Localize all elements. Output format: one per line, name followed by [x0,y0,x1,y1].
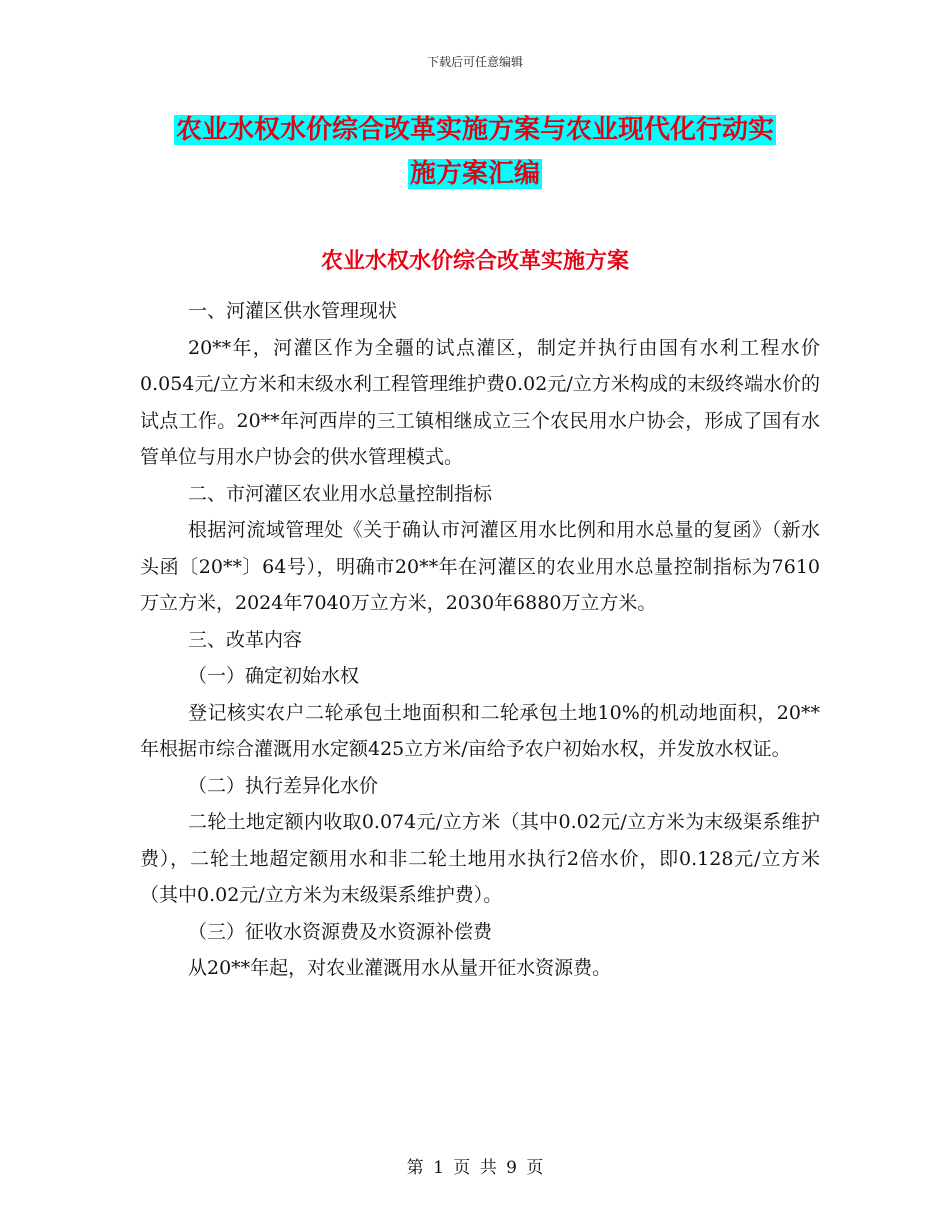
document-title-line-2 [0,156,950,192]
title-highlight-2: 施方案汇编 [409,159,540,189]
subheading-initial-rights: （一）确定初始水权 [188,665,360,687]
subheading-resource-fees: （三）征收水资源费及水资源补偿费 [188,920,493,943]
paragraph-water-quota: 根据河流域管理处《关于确认市河灌区用水比例和用水总量的复函》（新水头函〔20**〕64号），明确市20**年在河灌区的农业用水总量控制指标为7610万立方米，2024年7040万立方米，2030年6880万立方米。 [140,519,820,614]
heading-supply-status: 一、河灌区供水管理现状 [188,300,398,322]
heading-water-quota: 二、市河灌区农业用水总量控制指标 [188,482,493,505]
title-highlight-1: 农业水权水价综合改革实施方案与农业现代化行动实 [175,115,774,145]
document-body [140,293,820,987]
paragraph-resource-fees: 从20**年起，对农业灌溉用水从量开征水资源费。 [188,957,612,979]
paragraph-supply-status: 20**年，河灌区作为全疆的试点灌区，制定并执行由国有水利工程水价0.054元/立方米和末级水利工程管理维护费0.02元/立方米构成的末级终端水价的试点工作。20**年河西岸的三工镇相继成立三个农民用水户协会，形成了国有水管单位与用水户协会的供水管理模式。 [140,336,820,468]
page-footer: 第 1 页 共 9 页 [406,1158,544,1178]
section-subtitle: 农业水权水价综合改革实施方案 [320,249,629,274]
heading-reform-content: 三、改革内容 [188,628,303,651]
header-note: 下载后可任意编辑 [426,55,523,69]
paragraph-differential-pricing: 二轮土地定额内收取0.074元/立方米（其中0.02元/立方米为末级渠系维护费），二轮土地超定额用水和非二轮土地用水执行2倍水价，即0.128元/立方米（其中0.02元/立方米为末级渠系维护费）。 [140,811,820,906]
document-title-line-1 [0,112,950,148]
paragraph-initial-rights: 登记核实农户二轮承包土地面积和二轮承包土地10%的机动地面积，20**年根据市综合灌溉用水定额425立方米/亩给予农户初始水权，并发放水权证。 [140,701,820,760]
subheading-differential-pricing: （二）执行差异化水价 [188,774,379,797]
